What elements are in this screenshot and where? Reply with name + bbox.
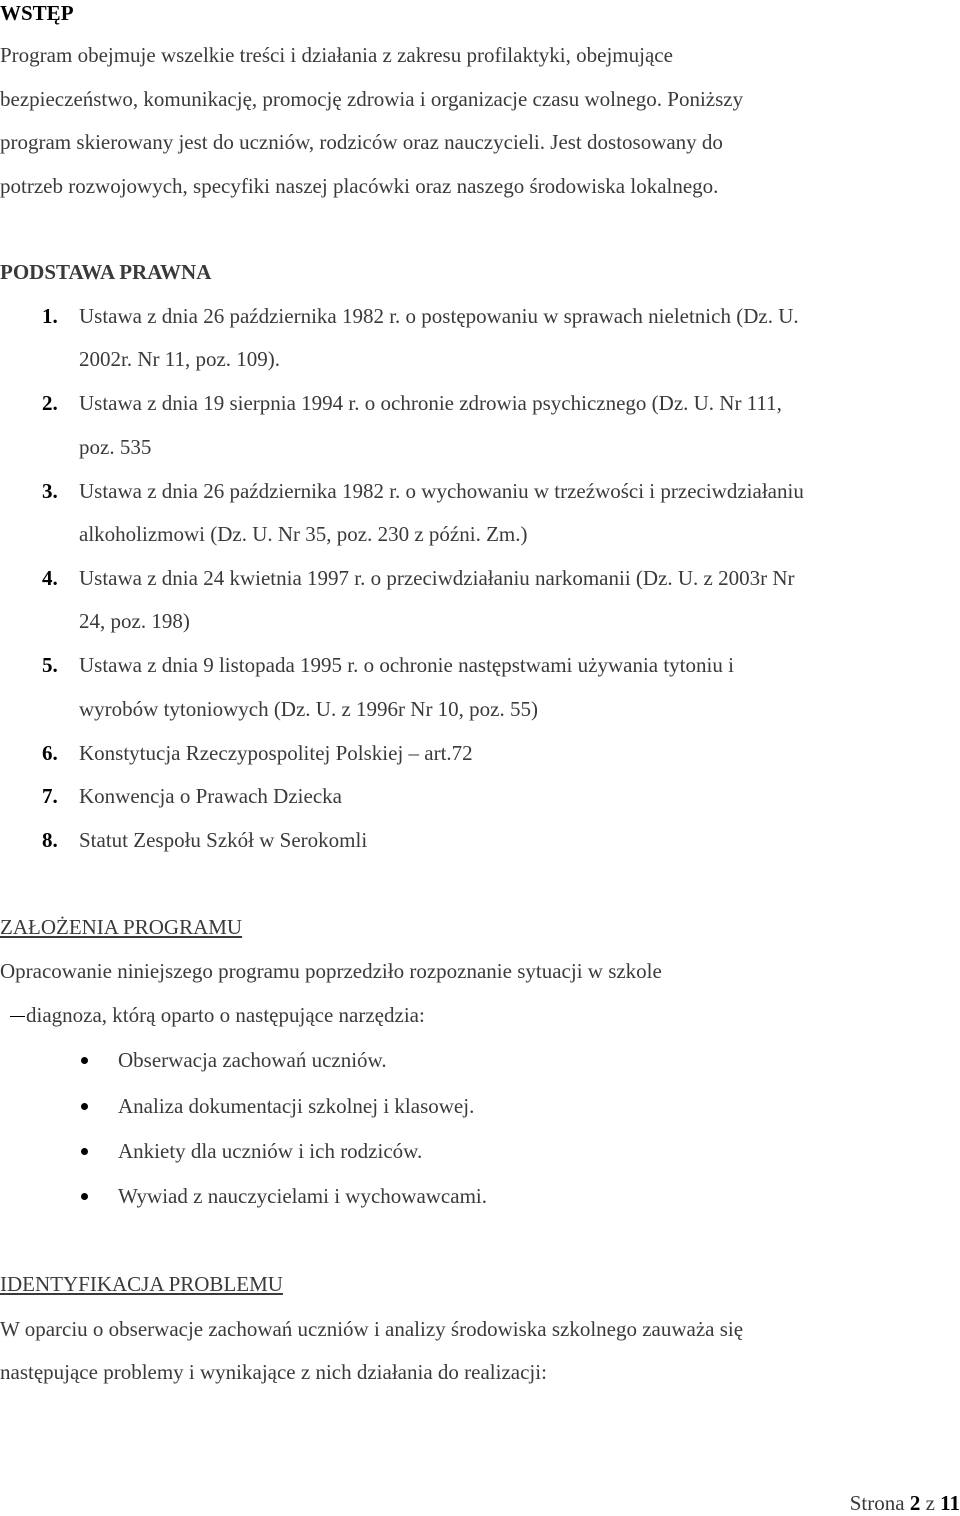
- page-current: 2: [909, 1491, 921, 1515]
- list-item-line: alkoholizmowi (Dz. U. Nr 35, poz. 230 z późni. Zm.): [79, 522, 528, 546]
- list-item-line: Ustawa z dnia 26 października 1982 r. o postępowaniu w sprawach nieletnich (Dz. U.: [79, 304, 799, 328]
- list-item-line: Konwencja o Prawach Dziecka: [79, 784, 342, 808]
- bullet-icon: [81, 1193, 88, 1200]
- bullet-item: Wywiad z nauczycielami i wychowawcami.: [118, 1184, 487, 1208]
- list-item-line: Ustawa z dnia 19 sierpnia 1994 r. o ochronie zdrowia psychicznego (Dz. U. Nr 111,: [79, 391, 782, 415]
- page-total: 11: [940, 1491, 960, 1515]
- section-heading-podstawa: PODSTAWA PRAWNA: [0, 260, 212, 284]
- section-heading-wstep: WSTĘP: [0, 1, 74, 25]
- list-item-line: wyrobów tytoniowych (Dz. U. z 1996r Nr 10, poz. 55): [79, 697, 538, 721]
- bullet-item: Obserwacja zachowań uczniów.: [118, 1048, 387, 1072]
- list-number: 1.: [42, 304, 58, 328]
- bullet-item: Analiza dokumentacji szkolnej i klasowej.: [118, 1094, 475, 1118]
- zalozenia-line-1: Opracowanie niniejszego programu poprzedziło rozpoznanie sytuacji w szkole: [0, 959, 662, 983]
- list-item-line: Ustawa z dnia 24 kwietnia 1997 r. o przeciwdziałaniu narkomanii (Dz. U. z 2003r Nr: [79, 566, 795, 590]
- zalozenia-line-2: diagnoza, którą oparto o następujące narzędzia:: [26, 1003, 425, 1027]
- page-number: [850, 1490, 960, 1516]
- wstep-line-4: potrzeb rozwojowych, specyfiki naszej placówki oraz naszego środowiska lokalnego.: [0, 174, 719, 198]
- list-number: 2.: [42, 391, 58, 415]
- list-number: 3.: [42, 479, 58, 503]
- list-number: 5.: [42, 653, 58, 677]
- section-heading-zalozenia: ZAŁOŻENIA PROGRAMU: [0, 915, 243, 939]
- bullet-item: Ankiety dla uczniów i ich rodziców.: [118, 1139, 423, 1163]
- list-item-line: poz. 535: [79, 435, 152, 459]
- section-heading-identyfikacja: IDENTYFIKACJA PROBLEMU: [0, 1272, 283, 1296]
- list-item-line: Ustawa z dnia 9 listopada 1995 r. o ochronie następstwami używania tytoniu i: [79, 653, 734, 677]
- bullet-icon: [81, 1057, 88, 1064]
- list-number: 4.: [42, 566, 58, 590]
- identyfikacja-line-2: następujące problemy i wynikające z nich działania do realizacji:: [0, 1360, 547, 1384]
- list-number: 6.: [42, 741, 58, 765]
- wstep-line-2: bezpieczeństwo, komunikację, promocję zdrowia i organizacje czasu wolnego. Poniższy: [0, 87, 744, 111]
- list-item-line: Statut Zespołu Szkół w Serokomli: [79, 828, 368, 852]
- page-sep: z: [925, 1491, 935, 1515]
- dash-mark: [10, 1016, 25, 1017]
- list-number: 8.: [42, 828, 58, 852]
- wstep-line-3: program skierowany jest do uczniów, rodziców oraz nauczycieli. Jest dostosowany do: [0, 130, 723, 154]
- list-number: 7.: [42, 784, 58, 808]
- list-item-line: 2002r. Nr 11, poz. 109).: [79, 347, 281, 371]
- bullet-icon: [81, 1148, 88, 1155]
- page-label: Strona: [849, 1491, 905, 1515]
- list-item-line: 24, poz. 198): [79, 609, 190, 633]
- identyfikacja-line-1: W oparciu o obserwacje zachowań uczniów i analizy środowiska szkolnego zauważa się: [0, 1317, 744, 1341]
- bullet-icon: [81, 1103, 88, 1110]
- wstep-line-1: Program obejmuje wszelkie treści i działania z zakresu profilaktyki, obejmujące: [0, 43, 673, 67]
- list-item-line: Konstytucja Rzeczypospolitej Polskiej – art.72: [79, 741, 473, 765]
- list-item-line: Ustawa z dnia 26 października 1982 r. o wychowaniu w trzeźwości i przeciwdziałaniu: [79, 479, 804, 503]
